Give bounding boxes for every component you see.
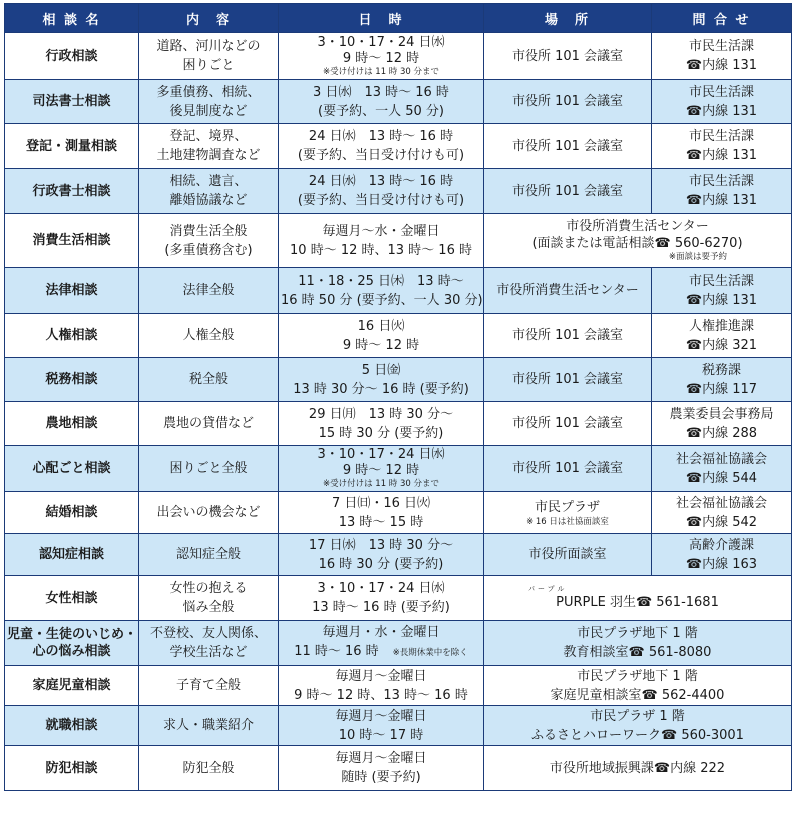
table-row (5, 80, 792, 124)
consultation-datetime (279, 169, 484, 214)
consultation-name (5, 358, 139, 402)
datetime-text: 3・10・17・24 日㈬ (317, 581, 445, 596)
consultation-place-contact (484, 576, 792, 621)
datetime-text: 11 時～ 16 時 (294, 644, 379, 659)
place-text: 市役所 101 会議室 (511, 461, 624, 476)
consultation-name-text: 司法書士相談 (32, 94, 111, 109)
consultation-name-text: 防犯相談 (45, 760, 98, 776)
consultation-contact (652, 268, 792, 314)
table-row (5, 358, 792, 402)
datetime-text: 10 時～ 17 時 (338, 727, 424, 743)
consultation-datetime (279, 446, 484, 492)
phone-extension: ☎内線 117 (685, 381, 758, 397)
consultation-place (484, 169, 652, 214)
contact-department: 市民生活課 (688, 273, 754, 289)
place-note: ※ 16 日は社協面談室 (526, 516, 609, 527)
content-text: 農地の貸借など (162, 416, 254, 431)
consultation-content (139, 446, 279, 492)
header-row (5, 4, 792, 33)
consultation-datetime (279, 746, 484, 791)
datetime-text: 11・18・25 日㈭ 13 時～ (298, 273, 464, 289)
contact-department: 高齢介護課 (688, 537, 754, 553)
phone-extension: ☎内線 131 (685, 148, 758, 163)
content-text: 出会いの機会など (156, 505, 261, 520)
consultation-datetime (279, 666, 484, 706)
phone-extension: ☎内線 131 (685, 58, 758, 73)
datetime-inline-note: ※長期休業中を除く (392, 648, 468, 658)
content-text: 登記、境界、 (169, 129, 248, 144)
consultation-content (139, 666, 279, 706)
table-row (5, 214, 792, 268)
place-contact-text: 市民プラザ地下 1 階 (577, 626, 698, 641)
consultation-name (5, 706, 139, 746)
consultation-name-text: 心の悩み相談 (32, 644, 111, 659)
datetime-text: 7 日㈰・16 日㈫ (331, 495, 431, 511)
place-text: 市役所 101 会議室 (511, 48, 624, 64)
consultation-name-text: 認知症相談 (38, 547, 104, 562)
table-row (5, 706, 792, 746)
consultation-name-text: 登記・測量相談 (25, 138, 117, 154)
datetime-text: 13 時～ 15 時 (338, 514, 424, 530)
datetime-text: 17 日㈬ 13 時 30 分～ (308, 537, 454, 553)
consultation-content (139, 402, 279, 446)
datetime-note: ※受け付けは 11 時 30 分まで (322, 66, 440, 77)
phone-extension: ☎内線 542 (685, 514, 758, 530)
datetime-text: 9 時～ 12 時 (342, 337, 420, 353)
consultation-name-text: 結婚相談 (45, 505, 98, 520)
header-datetime: 日 時 (279, 4, 484, 33)
datetime-text: 16 時 30 分 (要予約) (318, 556, 444, 572)
consultation-name (5, 576, 139, 621)
phone-extension: ☎内線 321 (685, 337, 758, 353)
consultation-place (484, 402, 652, 446)
datetime-text: 29 日㈪ 13 時 30 分～ (308, 406, 454, 422)
consultation-place-contact (484, 666, 792, 706)
consultation-place (484, 446, 652, 492)
contact-department: 市民生活課 (688, 84, 754, 100)
datetime-text: 13 時～ 16 時 (要予約) (312, 600, 450, 615)
datetime-text: 13 時 30 分～ 16 時 (要予約) (293, 381, 469, 397)
datetime-text: 9 時～ 12 時 (342, 463, 420, 478)
header-contact: 問 合 せ (652, 4, 792, 33)
consultation-name-text: 人権相談 (45, 328, 98, 343)
consultation-content (139, 534, 279, 576)
consultation-name (5, 314, 139, 358)
place-contact-text: 市役所消費生活センター (566, 219, 709, 234)
table-row (5, 492, 792, 534)
place-text: 市民プラザ (534, 499, 600, 515)
consultation-name-text: 行政相談 (45, 48, 98, 64)
place-text: 市役所 101 会議室 (511, 416, 624, 431)
contact-department: 市民生活課 (688, 174, 754, 189)
consultation-contact (652, 402, 792, 446)
consultation-name-text: 家庭児童相談 (32, 678, 111, 693)
consultation-contact (652, 124, 792, 169)
consultation-place-contact (484, 214, 792, 268)
consultation-name (5, 169, 139, 214)
content-text: 離婚協議など (169, 193, 248, 208)
datetime-line-with-note (281, 642, 481, 663)
datetime-text: 3・10・17・24 日㈬ (317, 34, 445, 50)
datetime-text: 毎週月～金曜日 (335, 668, 427, 684)
consultation-name-text: 行政書士相談 (32, 183, 111, 199)
datetime-text: (要予約、一人 50 分) (318, 103, 444, 119)
consultation-content (139, 33, 279, 80)
table-row (5, 268, 792, 314)
consultation-datetime (279, 576, 484, 621)
content-text: 困りごと (182, 58, 235, 73)
consultation-content (139, 621, 279, 666)
phone-extension: ☎内線 131 (685, 103, 758, 119)
consultation-contact (652, 358, 792, 402)
consultation-content (139, 576, 279, 621)
consultation-place (484, 314, 652, 358)
consultation-name (5, 746, 139, 791)
datetime-text: 毎週月・水・金曜日 (322, 625, 440, 640)
consultation-contact (652, 169, 792, 214)
place-text: 市役所 101 会議室 (511, 183, 624, 199)
consultation-content (139, 706, 279, 746)
table-row (5, 446, 792, 492)
consultation-place-contact (484, 706, 792, 746)
place-text: 市役所 101 会議室 (511, 372, 624, 387)
datetime-text: 24 日㈬ 13 時～ 16 時 (308, 174, 454, 189)
datetime-text: 3・10・17・24 日㈬ (317, 447, 445, 462)
table-row (5, 169, 792, 214)
consultation-place-contact (484, 746, 792, 791)
consultation-name-text: 女性相談 (45, 590, 98, 606)
content-text: 相続、遺言、 (169, 174, 248, 189)
consultation-contact (652, 80, 792, 124)
consultation-name (5, 214, 139, 268)
consultation-datetime (279, 402, 484, 446)
consultation-datetime (279, 534, 484, 576)
contact-department: 人権推進課 (688, 318, 754, 334)
header-place: 場 所 (484, 4, 652, 33)
place-contact-text: 家庭児童相談室☎ 562-4400 (550, 687, 725, 703)
consultation-place-contact (484, 621, 792, 666)
contact-department: 市民生活課 (688, 39, 754, 54)
consultation-name (5, 621, 139, 666)
consultation-datetime (279, 706, 484, 746)
content-text: (多重債務含む) (164, 242, 253, 258)
consultation-content (139, 492, 279, 534)
consultation-name (5, 446, 139, 492)
consultation-name-text: 法律相談 (45, 283, 98, 298)
place-note: ※面談は要予約 (668, 252, 727, 262)
consultation-content (139, 214, 279, 268)
place-text: 市役所 101 会議室 (511, 328, 624, 343)
datetime-note: ※受け付けは 11 時 30 分まで (322, 479, 440, 489)
content-text: 求人・職業紹介 (162, 718, 254, 733)
consultation-place (484, 80, 652, 124)
consultation-place (484, 268, 652, 314)
datetime-text: 5 日㈮ (361, 362, 401, 378)
consultation-datetime (279, 214, 484, 268)
table-body (5, 33, 792, 791)
datetime-text: 毎週月～水・金曜日 (322, 223, 440, 239)
place-text: 市役所面談室 (528, 547, 607, 562)
consultation-datetime (279, 314, 484, 358)
content-text: 法律全般 (182, 283, 235, 298)
datetime-text: 9 時～ 12 時 (342, 50, 420, 66)
place-text: 市役所 101 会議室 (511, 94, 624, 109)
place-text: 市役所消費生活センター (496, 283, 639, 298)
consultation-name-text: 農地相談 (45, 416, 98, 431)
table-row (5, 621, 792, 666)
consultation-contact (652, 492, 792, 534)
contact-department: 社会福祉協議会 (675, 451, 767, 467)
phone-extension: ☎内線 131 (685, 292, 758, 308)
content-text: 困りごと全般 (169, 461, 248, 476)
consultation-datetime (279, 80, 484, 124)
consultation-content (139, 314, 279, 358)
consultation-name (5, 534, 139, 576)
consultation-name (5, 33, 139, 80)
datetime-text: 24 日㈬ 13 時～ 16 時 (308, 129, 454, 144)
consultation-contact (652, 534, 792, 576)
place-contact-text: 市民プラザ地下 1 階 (577, 668, 698, 684)
content-text: 道路、河川などの (156, 39, 261, 54)
content-text: 認知症全般 (175, 547, 241, 562)
phone-extension: ☎内線 163 (685, 556, 758, 572)
content-text: 子育て全般 (175, 678, 241, 693)
place-contact-text: 市民プラザ 1 階 (590, 708, 685, 724)
datetime-text: 9 時～ 12 時、13 時～ 16 時 (294, 687, 468, 703)
contact-department: 市民生活課 (688, 129, 754, 144)
datetime-text: 16 日㈫ (357, 318, 405, 334)
consultation-datetime (279, 124, 484, 169)
table-row (5, 746, 792, 791)
consultation-place (484, 33, 652, 80)
header-name: 相 談 名 (5, 4, 139, 33)
consultation-content (139, 169, 279, 214)
consultation-schedule-table (4, 3, 792, 791)
consultation-place (484, 358, 652, 402)
content-text: 人権全般 (182, 328, 235, 343)
consultation-name-text: 心配ごと相談 (32, 461, 111, 476)
consultation-name-text: 消費生活相談 (32, 233, 111, 248)
consultation-name-text: 児童・生徒のいじめ・ (7, 627, 138, 642)
phone-extension: ☎内線 544 (685, 470, 758, 486)
content-text: 税全般 (188, 372, 228, 387)
content-text: 消費生活全般 (169, 223, 248, 239)
consultation-datetime (279, 268, 484, 314)
content-text: 多重債務、相続、 (156, 84, 261, 100)
consultation-name (5, 666, 139, 706)
consultation-place (484, 492, 652, 534)
datetime-text: 3 日㈬ 13 時～ 16 時 (313, 84, 449, 100)
consultation-place (484, 124, 652, 169)
consultation-name-text: 就職相談 (45, 718, 98, 733)
consultation-content (139, 268, 279, 314)
table-row (5, 534, 792, 576)
datetime-text: 10 時～ 12 時、13 時～ 16 時 (290, 242, 472, 258)
table-row (5, 33, 792, 80)
table-row (5, 666, 792, 706)
consultation-contact (652, 314, 792, 358)
consultation-content (139, 80, 279, 124)
consultation-name (5, 402, 139, 446)
table-row (5, 314, 792, 358)
consultation-contact (652, 446, 792, 492)
place-text: 市役所 101 会議室 (511, 138, 624, 154)
consultation-name (5, 80, 139, 124)
content-text: 女性の抱える (169, 581, 248, 596)
consultation-name (5, 268, 139, 314)
consultation-datetime (279, 492, 484, 534)
phone-extension: ☎内線 288 (685, 425, 758, 441)
content-text: 土地建物調査など (156, 148, 261, 163)
contact-department: 農業委員会事務局 (669, 406, 774, 422)
consultation-datetime (279, 358, 484, 402)
datetime-text: 15 時 30 分 (要予約) (318, 425, 444, 441)
datetime-text: 16 時 50 分 (要予約、一人 30 分) (281, 292, 483, 308)
place-ruby: パープル (528, 584, 568, 593)
consultation-name (5, 492, 139, 534)
consultation-name (5, 124, 139, 169)
contact-department: 税務課 (701, 362, 741, 378)
datetime-text: (要予約、当日受け付けも可) (297, 193, 465, 208)
content-text: 防犯全般 (182, 760, 235, 776)
consultation-content (139, 746, 279, 791)
datetime-text: 毎週月～金曜日 (335, 708, 427, 724)
datetime-text: 随時 (要予約) (341, 770, 421, 785)
place-contact-text: PURPLE 羽生☎ 561-1681 (556, 594, 719, 610)
consultation-datetime (279, 621, 484, 666)
contact-department: 社会福祉協議会 (675, 495, 767, 511)
consultation-place (484, 534, 652, 576)
table-row (5, 576, 792, 621)
datetime-text: 毎週月～金曜日 (335, 751, 427, 766)
phone-extension: ☎内線 131 (685, 193, 758, 208)
content-text: 不登校、友人関係、 (149, 626, 267, 641)
consultation-datetime (279, 33, 484, 80)
place-contact-text: 教育相談室☎ 561-8080 (563, 645, 712, 660)
place-contact-text: (面談または電話相談☎ 560-6270) (532, 236, 743, 251)
content-text: 後見制度など (169, 103, 248, 119)
place-contact-text: 市役所地域振興課☎内線 222 (549, 760, 726, 776)
header-content: 内 容 (139, 4, 279, 33)
content-text: 悩み全般 (182, 600, 235, 615)
consultation-content (139, 358, 279, 402)
place-contact-text: ふるさとハローワーク☎ 560-3001 (531, 727, 744, 743)
consultation-content (139, 124, 279, 169)
table-row (5, 124, 792, 169)
content-text: 学校生活など (169, 645, 248, 660)
consultation-contact (652, 33, 792, 80)
table-row (5, 402, 792, 446)
consultation-name-text: 税務相談 (45, 372, 98, 387)
datetime-text: (要予約、当日受け付けも可) (297, 148, 465, 163)
